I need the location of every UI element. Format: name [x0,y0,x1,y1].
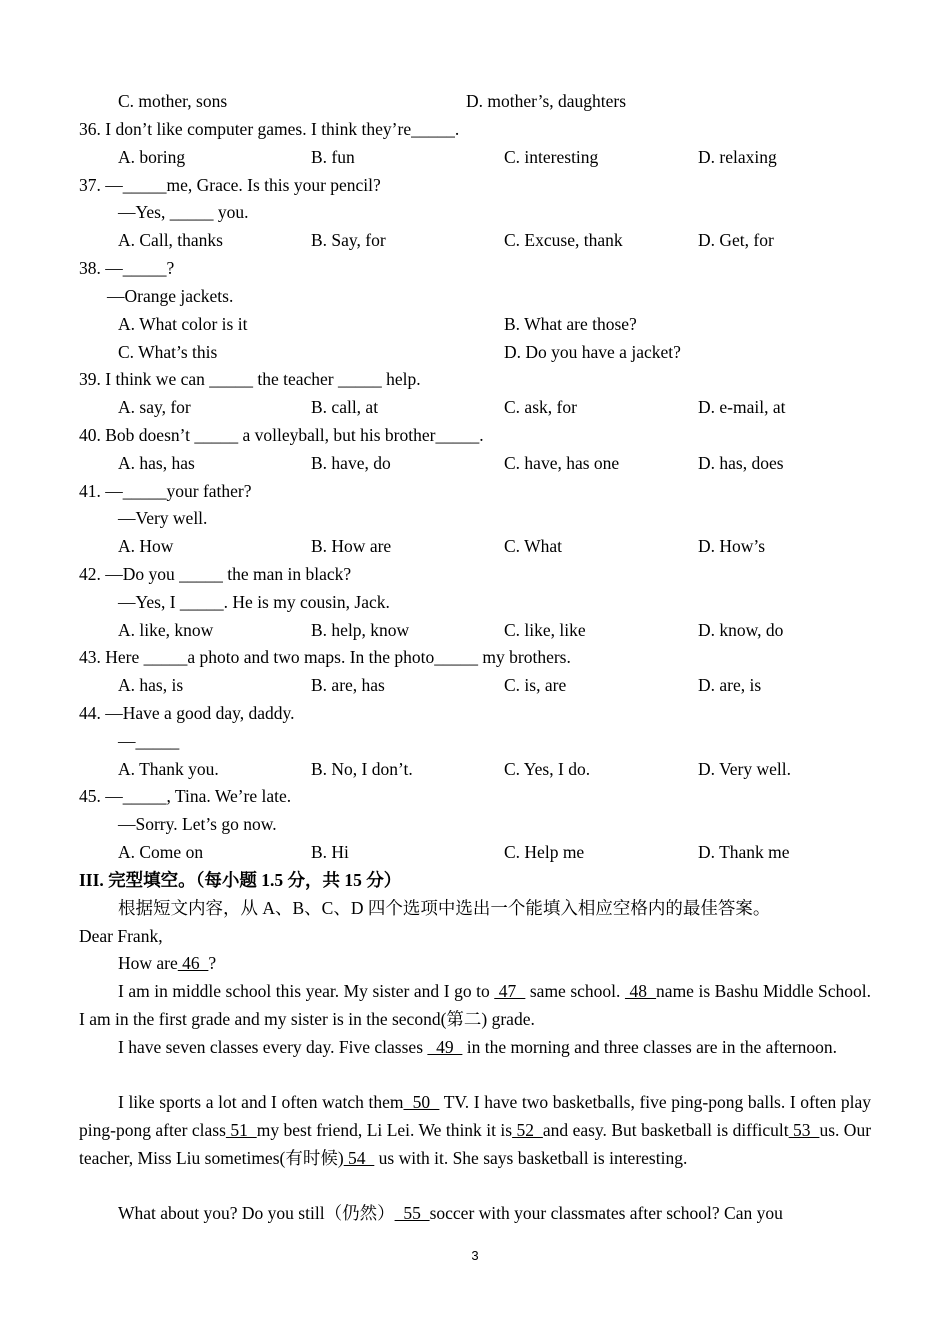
letter-paragraph-3: I have seven classes every day. Five classes 49 in the morning and three classes are in the afternoon. [118,1037,838,1057]
q39-options [0,393,950,421]
blank-53: 53 [788,1120,820,1140]
question-text: 43. Here _____a photo and two maps. In the photo_____ my brothers. [79,647,571,667]
letter-paragraph-2: I am in middle school this year. My sister and I go to 47 same school. 48 name is Bashu Middle School. I am in the first grade and my sister is in the second(第二) grade. [79,981,872,1029]
q45-options [0,838,950,866]
question-text: 41. —_____your father? [79,481,252,501]
q45-stem [0,782,950,810]
option-a: A. like, know [118,620,214,640]
q43-stem [0,643,950,671]
option-c: C. have, has one [504,453,620,473]
q44-options [0,755,950,783]
section-instruction: 根据短文内容，从 A、B、C、D 四个选项中选出一个能填入相应空格内的最佳答案。 [118,898,771,918]
option-d: D. How’s [698,536,766,556]
q39-stem [0,365,950,393]
question-text: 38. —_____? [79,258,175,278]
option-c: C. ask, for [504,397,577,417]
q41-reply [0,504,950,532]
option-b: B. have, do [311,453,391,473]
option-a: A. boring [118,147,186,167]
option-b: B. How are [311,536,392,556]
option-b: B. Hi [311,842,349,862]
q41-options [0,532,950,560]
letter-paragraph-1: How are 46 ? [118,953,217,973]
option-c: C. What [504,536,563,556]
question-text: 36. I don’t like computer games. I think they’re_____. [79,119,460,139]
q38-options-cd [0,338,950,366]
q35-options [0,87,950,115]
q42-stem [0,560,950,588]
blank-49: 49 [427,1037,463,1057]
q42-reply [0,588,950,616]
option-c: C. interesting [504,147,599,167]
option-c: C. Yes, I do. [504,759,591,779]
blank-50: 50 [403,1092,440,1112]
option-b: B. call, at [311,397,379,417]
question-text: 45. —_____, Tina. We’re late. [79,786,292,806]
dialogue-reply: —_____ [118,731,180,751]
dialogue-reply: —Orange jackets. [107,286,234,306]
q35-option-d: D. mother’s, daughters [466,91,627,111]
option-a: A. What color is it [118,314,248,334]
option-c: C. Excuse, thank [504,230,623,250]
option-a: A. has, has [118,453,195,473]
q44-reply [0,727,950,755]
option-d: D. Very well. [698,759,791,779]
question-text: 39. I think we can _____ the teacher _____ help. [79,369,421,389]
q38-stem [0,254,950,282]
section-heading: III. 完型填空。（每小题 1.5 分，共 15 分） [79,870,402,890]
option-a: A. Call, thanks [118,230,223,250]
option-b: B. fun [311,147,355,167]
letter-paragraph-4: I like sports a lot and I often watch them 50 TV. I have two basketballs, five ping-pong balls. I often play ping-pong after class 51 my best friend, Li Lei. We think it is 52 and easy. But basketball is difficult 53 us. Our teacher, Miss Liu sometimes(有时候) 54 us with it. She says basketball is interesting. [79,1092,872,1168]
option-d: D. has, does [698,453,784,473]
option-c: C. like, like [504,620,586,640]
q37-options [0,226,950,254]
q44-stem [0,699,950,727]
letter-paragraph-5: What about you? Do you still（仍然） 55 soccer with your classmates after school? Can you [118,1203,783,1223]
option-b: B. Say, for [311,230,386,250]
q40-options [0,449,950,477]
page-number: 3 [471,1248,479,1263]
option-d: D. Thank me [698,842,790,862]
option-d: D. Get, for [698,230,774,250]
option-c: C. Help me [504,842,585,862]
dialogue-reply: —Yes, I _____. He is my cousin, Jack. [118,592,390,612]
q36-options [0,143,950,171]
option-a: A. Come on [118,842,204,862]
q38-options-ab [0,310,950,338]
blank-48: 48 [624,981,657,1001]
q37-stem [0,171,950,199]
option-d: D. e-mail, at [698,397,786,417]
question-text: 40. Bob doesn’t _____ a volleyball, but his brother_____. [79,425,484,445]
option-a: A. Thank you. [118,759,219,779]
q43-options [0,671,950,699]
blank-52: 52 [512,1120,543,1140]
q40-stem [0,421,950,449]
option-d: D. Do you have a jacket? [504,342,681,362]
option-d: D. relaxing [698,147,777,167]
option-c: C. is, are [504,675,567,695]
option-b: B. are, has [311,675,385,695]
dialogue-reply: —Very well. [118,508,208,528]
option-a: A. say, for [118,397,191,417]
blank-51: 51 [225,1120,257,1140]
question-text: 44. —Have a good day, daddy. [79,703,295,723]
option-b: B. help, know [311,620,410,640]
q38-reply [0,282,950,310]
blank-55: 55 [394,1203,430,1223]
q36-stem [0,115,950,143]
blank-54: 54 [343,1148,375,1168]
option-d: D. are, is [698,675,762,695]
dialogue-reply: —Sorry. Let’s go now. [118,814,277,834]
q41-stem [0,477,950,505]
option-a: A. How [118,536,174,556]
option-d: D. know, do [698,620,784,640]
question-text: 37. —_____me, Grace. Is this your pencil? [79,175,381,195]
option-b: B. No, I don’t. [311,759,413,779]
option-a: A. has, is [118,675,184,695]
q45-reply [0,810,950,838]
q42-options [0,616,950,644]
option-c: C. What’s this [118,342,218,362]
blank-46: 46 [177,953,209,973]
blank-47: 47 [494,981,526,1001]
q35-option-c: C. mother, sons [118,91,228,111]
question-text: 42. —Do you _____ the man in black? [79,564,352,584]
letter-salutation: Dear Frank, [79,926,163,946]
q37-reply [0,198,950,226]
option-b: B. What are those? [504,314,637,334]
dialogue-reply: —Yes, _____ you. [118,202,249,222]
